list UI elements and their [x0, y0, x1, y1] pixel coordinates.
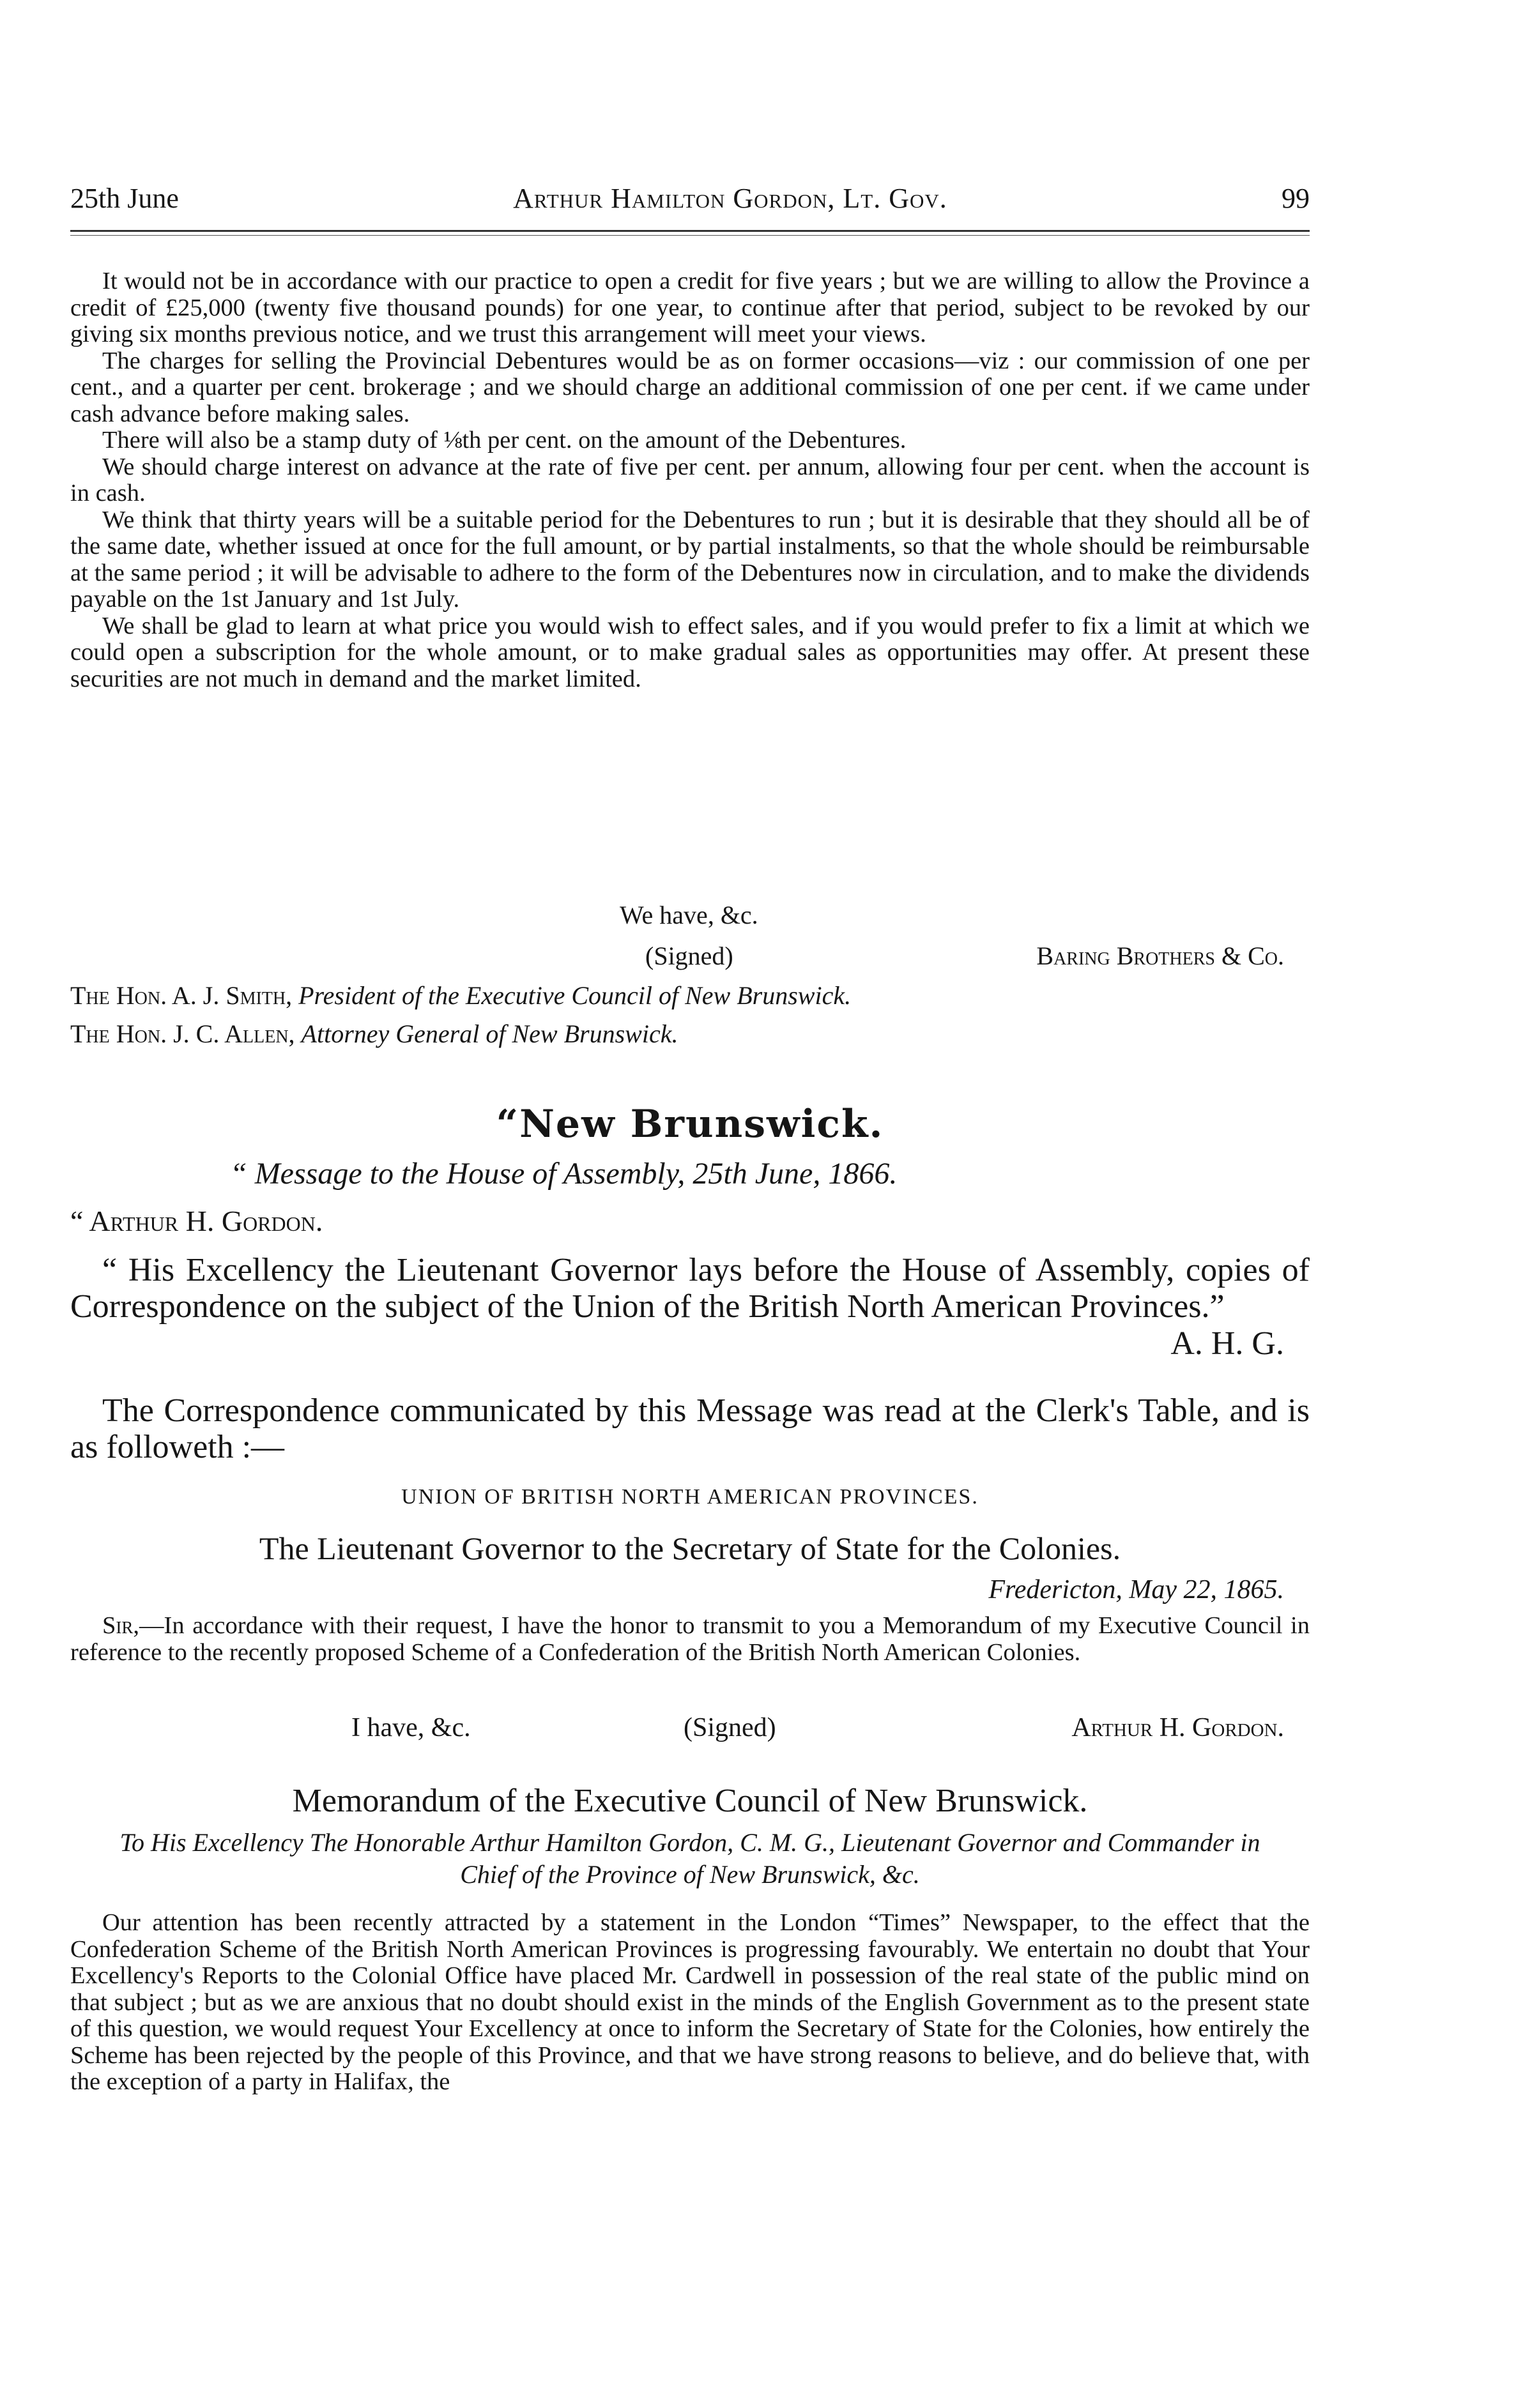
addressee-name: The Hon. J. C. Allen, [70, 1019, 295, 1048]
baring-letter-body [70, 268, 1310, 692]
lg-closing: I have, &c. [351, 1713, 471, 1742]
intro-paragraph: The Correspondence communicated by this Message was read at the Clerk's Table, and is as followeth :— [70, 1392, 1310, 1465]
memo-heading: Memorandum of the Executive Council of New Brunswick. [292, 1783, 1088, 1819]
message-paragraph: “ His Excellency the Lieutenant Governor lays before the House of Assembly, copies of Correspondence on the subject of the Union of the British North American Provinces.” [70, 1252, 1310, 1325]
letter-paragraph: The charges for selling the Provincial Debentures would be as on former occasions—viz : our commission of one per cent., and a quarter per cent. brokerage ; and we should charge an additional commission of one per cent. if we came under cash advance before making sales. [70, 347, 1310, 427]
lg-dateline: Fredericton, May 22, 1865. [988, 1575, 1284, 1604]
closing-text: We have, &c. [620, 901, 758, 929]
lg-paragraph [70, 1613, 1310, 1666]
union-heading: UNION OF BRITISH NORTH AMERICAN PROVINCES. [401, 1485, 979, 1509]
page-number: 99 [1282, 183, 1310, 214]
lg-letter [70, 1613, 1310, 1666]
message-text [70, 1252, 1310, 1325]
letter-paragraph: We shall be glad to learn at what price you would wish to effect sales, and if you would prefer to fix a limit at which we could open a subscription for the whole amount, or to make gradual sales as opportunities may offer. At present these securities are not much in demand and the market limited. [70, 612, 1310, 692]
addressee-role: Attorney General of New Brunswick. [301, 1019, 678, 1048]
salutation: Sir, [102, 1612, 140, 1639]
header-rule [70, 230, 1310, 232]
header-rule-thin [70, 235, 1310, 236]
memo-address: To His Excellency The Honorable Arthur Hamilton Gordon, C. M. G., Lieutenant Governor and Commander in Chief of the Province of New Brunswick, &c. [119, 1828, 1260, 1889]
running-header [70, 182, 1310, 215]
memo-paragraph: Our attention has been recently attracted by a statement in the London “Times” Newspaper, to the effect that the Confederation Scheme of the British North American Provinces is progressing favourably. We entertain no doubt that Your Excellency's Reports to the Colonial Office have placed Mr. Cardwell in possession of the real state of the public mind on that subject ; but as we are anxious that no doubt should exist in the minds of the English Government as to the present state of this question, we would request Your Excellency at once to inform the Secretary of State for the Colonies, how entirely the Scheme has been rejected by the people of this Province, and that we have strong reasons to believe, and do believe that, with the exception of a party in Halifax, the [70, 1909, 1310, 2095]
message-title: “ Message to the House of Assembly, 25th June, 1866. [230, 1157, 898, 1191]
header-title: Arthur Hamilton Gordon, Lt. Gov. [513, 183, 947, 214]
addressee-2 [70, 1018, 1310, 1050]
addressee-1 [70, 980, 1310, 1012]
addressee-name: The Hon. A. J. Smith, [70, 981, 293, 1010]
message-initials: A. H. G. [1170, 1325, 1284, 1362]
lg-signed: (Signed) [684, 1713, 776, 1742]
lg-heading: The Lieutenant Governor to the Secretary of State for the Colonies. [259, 1530, 1121, 1566]
letter-paragraph: It would not be in accordance with our practice to open a credit for five years ; but we are willing to allow the Province a credit of £25,000 (twenty five thousand pounds) for one year, to continue after that period, subject to be revoked by our giving six months previous notice, and we trust this arrangement will meet your views. [70, 268, 1310, 347]
letter-paragraph: We should charge interest on advance at the rate of five per cent. per annum, allowing four per cent. when the account is in cash. [70, 453, 1310, 507]
signed-label: (Signed) [645, 941, 733, 970]
lg-body: —In accordance with their request, I have the honor to transmit to you a Memorandum of my Executive Council in reference to the recently proposed Scheme of a Confederation of the British North American Colonies. [70, 1612, 1310, 1666]
header-date: 25th June [70, 183, 179, 214]
lg-signatory: Arthur H. Gordon. [1071, 1713, 1284, 1742]
memo-body [70, 1910, 1310, 2096]
message-from: “ Arthur H. Gordon. [70, 1205, 323, 1237]
signatory: Baring Brothers & Co. [1036, 941, 1284, 970]
letter-paragraph: We think that thirty years will be a suitable period for the Debentures to run ; but it is desirable that they should all be of the same date, whether issued at once for the full amount, or by partial instalments, so that the whole should be reimbursable at the same period ; it will be advisable to adhere to the form of the Debentures now in circulation, and to make the dividends payable on the 1st January and 1st July. [70, 506, 1310, 613]
addressee-role: President of the Executive Council of New Brunswick. [298, 981, 852, 1010]
letter-paragraph: There will also be a stamp duty of ⅛th per cent. on the amount of the Debentures. [102, 427, 907, 453]
section-heading: “New Brunswick. [496, 1102, 884, 1147]
correspondence-intro [70, 1392, 1310, 1465]
